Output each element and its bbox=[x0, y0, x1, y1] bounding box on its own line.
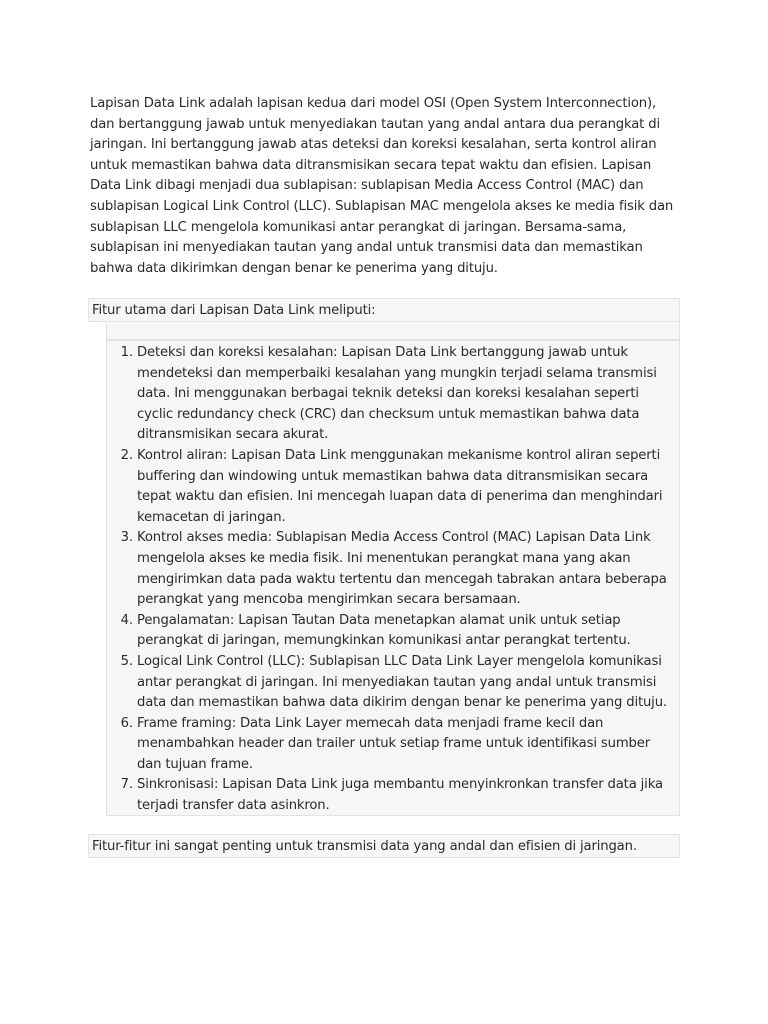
intro-paragraph: Lapisan Data Link adalah lapisan kedua dari model OSI (Open System Interconnection), dan bertanggung jawab untuk menyediakan tautan yang andal antara dua perangkat di jaringan. Ini bertanggung jawab atas deteksi dan koreksi kesalahan, serta kontrol aliran untuk memastikan bahwa data ditransmisikan secara tepat waktu dan efisien. Lapisan Data Link dibagi menjadi dua sublapisan: sublapisan Media Access Control (MAC) dan sublapisan Logical Link Control (LLC). Sublapisan MAC mengelola akses ke media fisik dan sublapisan LLC mengelola komunikasi antar perangkat di jaringan. Bersama-sama, sublapisan ini menyediakan tautan yang andal untuk transmisi data dan memastikan bahwa data dikirimkan dengan benar ke penerima yang dituju. bbox=[90, 96, 674, 276]
feature-item-2: 2. Kontrol aliran: Lapisan Data Link menggunakan mekanisme kontrol aliran seperti buffering dan windowing untuk memastikan bahwa data ditransmisikan secara tepat waktu dan efisien. Ini mencegah luapan data di penerima dan menghindari kemacetan di jaringan. bbox=[137, 446, 675, 528]
list-top-spacer bbox=[106, 322, 680, 340]
features-list bbox=[107, 343, 675, 817]
feature-item-5: 5. Logical Link Control (LLC): Sublapisan LLC Data Link Layer mengelola komunikasi antar perangkat di jaringan. Ini menyediakan tautan yang andal untuk transmisi data dan memastikan bahwa data dikirim dengan benar ke penerima yang dituju. bbox=[137, 652, 675, 714]
feature-item-1: 1. Deteksi dan koreksi kesalahan: Lapisan Data Link bertanggung jawab untuk mendeteksi dan memperbaiki kesalahan yang mungkin terjadi selama transmisi data. Ini menggunakan berbagai teknik deteksi dan koreksi kesalahan seperti cyclic redundancy check (CRC) dan checksum untuk memastikan bahwa data ditransmisikan secara akurat. bbox=[137, 343, 675, 446]
features-heading-block bbox=[88, 298, 680, 322]
feature-item-4: 4. Pengalamatan: Lapisan Tautan Data menetapkan alamat unik untuk setiap perangkat di jaringan, memungkinkan komunikasi antar perangkat tertentu. bbox=[137, 611, 675, 652]
features-list-block bbox=[106, 340, 680, 816]
closing-block bbox=[88, 834, 680, 858]
feature-item-6: 6. Frame framing: Data Link Layer memecah data menjadi frame kecil dan menambahkan header dan trailer untuk setiap frame untuk identifikasi sumber dan tujuan frame. bbox=[137, 714, 675, 776]
feature-item-3: 3. Kontrol akses media: Sublapisan Media Access Control (MAC) Lapisan Data Link mengelola akses ke media fisik. Ini menentukan perangkat mana yang akan mengirimkan data pada waktu tertentu dan mencegah tabrakan antara beberapa perangkat yang mencoba mengirimkan secara bersamaan. bbox=[137, 528, 675, 610]
closing-paragraph: Fitur-fitur ini sangat penting untuk transmisi data yang andal dan efisien di jaringan. bbox=[92, 839, 637, 854]
feature-item-7: 7. Sinkronisasi: Lapisan Data Link juga membantu menyinkronkan transfer data jika terjadi transfer data asinkron. bbox=[137, 775, 675, 816]
features-heading: Fitur utama dari Lapisan Data Link meliputi: bbox=[92, 303, 376, 318]
